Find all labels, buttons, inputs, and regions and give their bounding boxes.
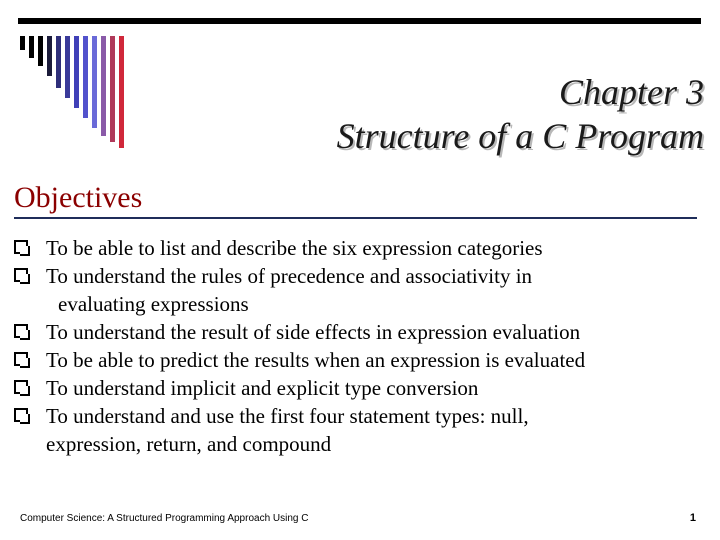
title-subject: Structure of a C Program <box>336 116 704 156</box>
objective-text: To understand the result of side effects in expression evaluation <box>46 320 581 344</box>
list-item <box>14 374 704 402</box>
objective-text: To understand implicit and explicit type conversion <box>46 376 479 400</box>
heading-rule <box>14 217 697 219</box>
list-item <box>14 318 704 346</box>
list-item <box>14 262 704 318</box>
list-item <box>14 234 704 262</box>
objective-text-continued: evaluating expressions <box>58 292 249 316</box>
objective-text: To be able to list and describe the six expression categories <box>46 236 543 260</box>
page-number: 1 <box>689 512 696 524</box>
footer-text: Computer Science: A Structured Programming Approach Using C <box>20 513 309 524</box>
checkbox-bullet-icon <box>14 408 28 422</box>
list-item <box>14 346 704 374</box>
checkbox-bullet-icon <box>14 268 28 282</box>
top-rule <box>18 18 701 24</box>
slide-title <box>337 70 704 158</box>
bar <box>47 36 52 76</box>
bar <box>38 36 43 66</box>
bar <box>92 36 97 128</box>
decorative-bars <box>20 36 130 148</box>
objective-text: To understand and use the first four statement types: null, <box>46 404 529 428</box>
bar <box>74 36 79 108</box>
objectives-list <box>14 234 704 458</box>
bar <box>29 36 34 58</box>
bar <box>65 36 70 98</box>
objective-text-continued: expression, return, and compound <box>46 432 332 456</box>
bar <box>101 36 106 136</box>
checkbox-bullet-icon <box>14 352 28 366</box>
objective-text: To be able to predict the results when an expression is evaluated <box>46 348 586 372</box>
checkbox-bullet-icon <box>14 380 28 394</box>
section-heading: Objectives <box>14 181 143 214</box>
checkbox-bullet-icon <box>14 240 28 254</box>
bar <box>56 36 61 88</box>
bar <box>119 36 124 148</box>
list-item <box>14 402 704 458</box>
bar <box>110 36 115 142</box>
bar <box>83 36 88 118</box>
title-chapter: Chapter 3 <box>558 72 704 112</box>
bar <box>20 36 25 50</box>
checkbox-bullet-icon <box>14 324 28 338</box>
objective-text: To understand the rules of precedence and associativity in <box>46 264 533 288</box>
